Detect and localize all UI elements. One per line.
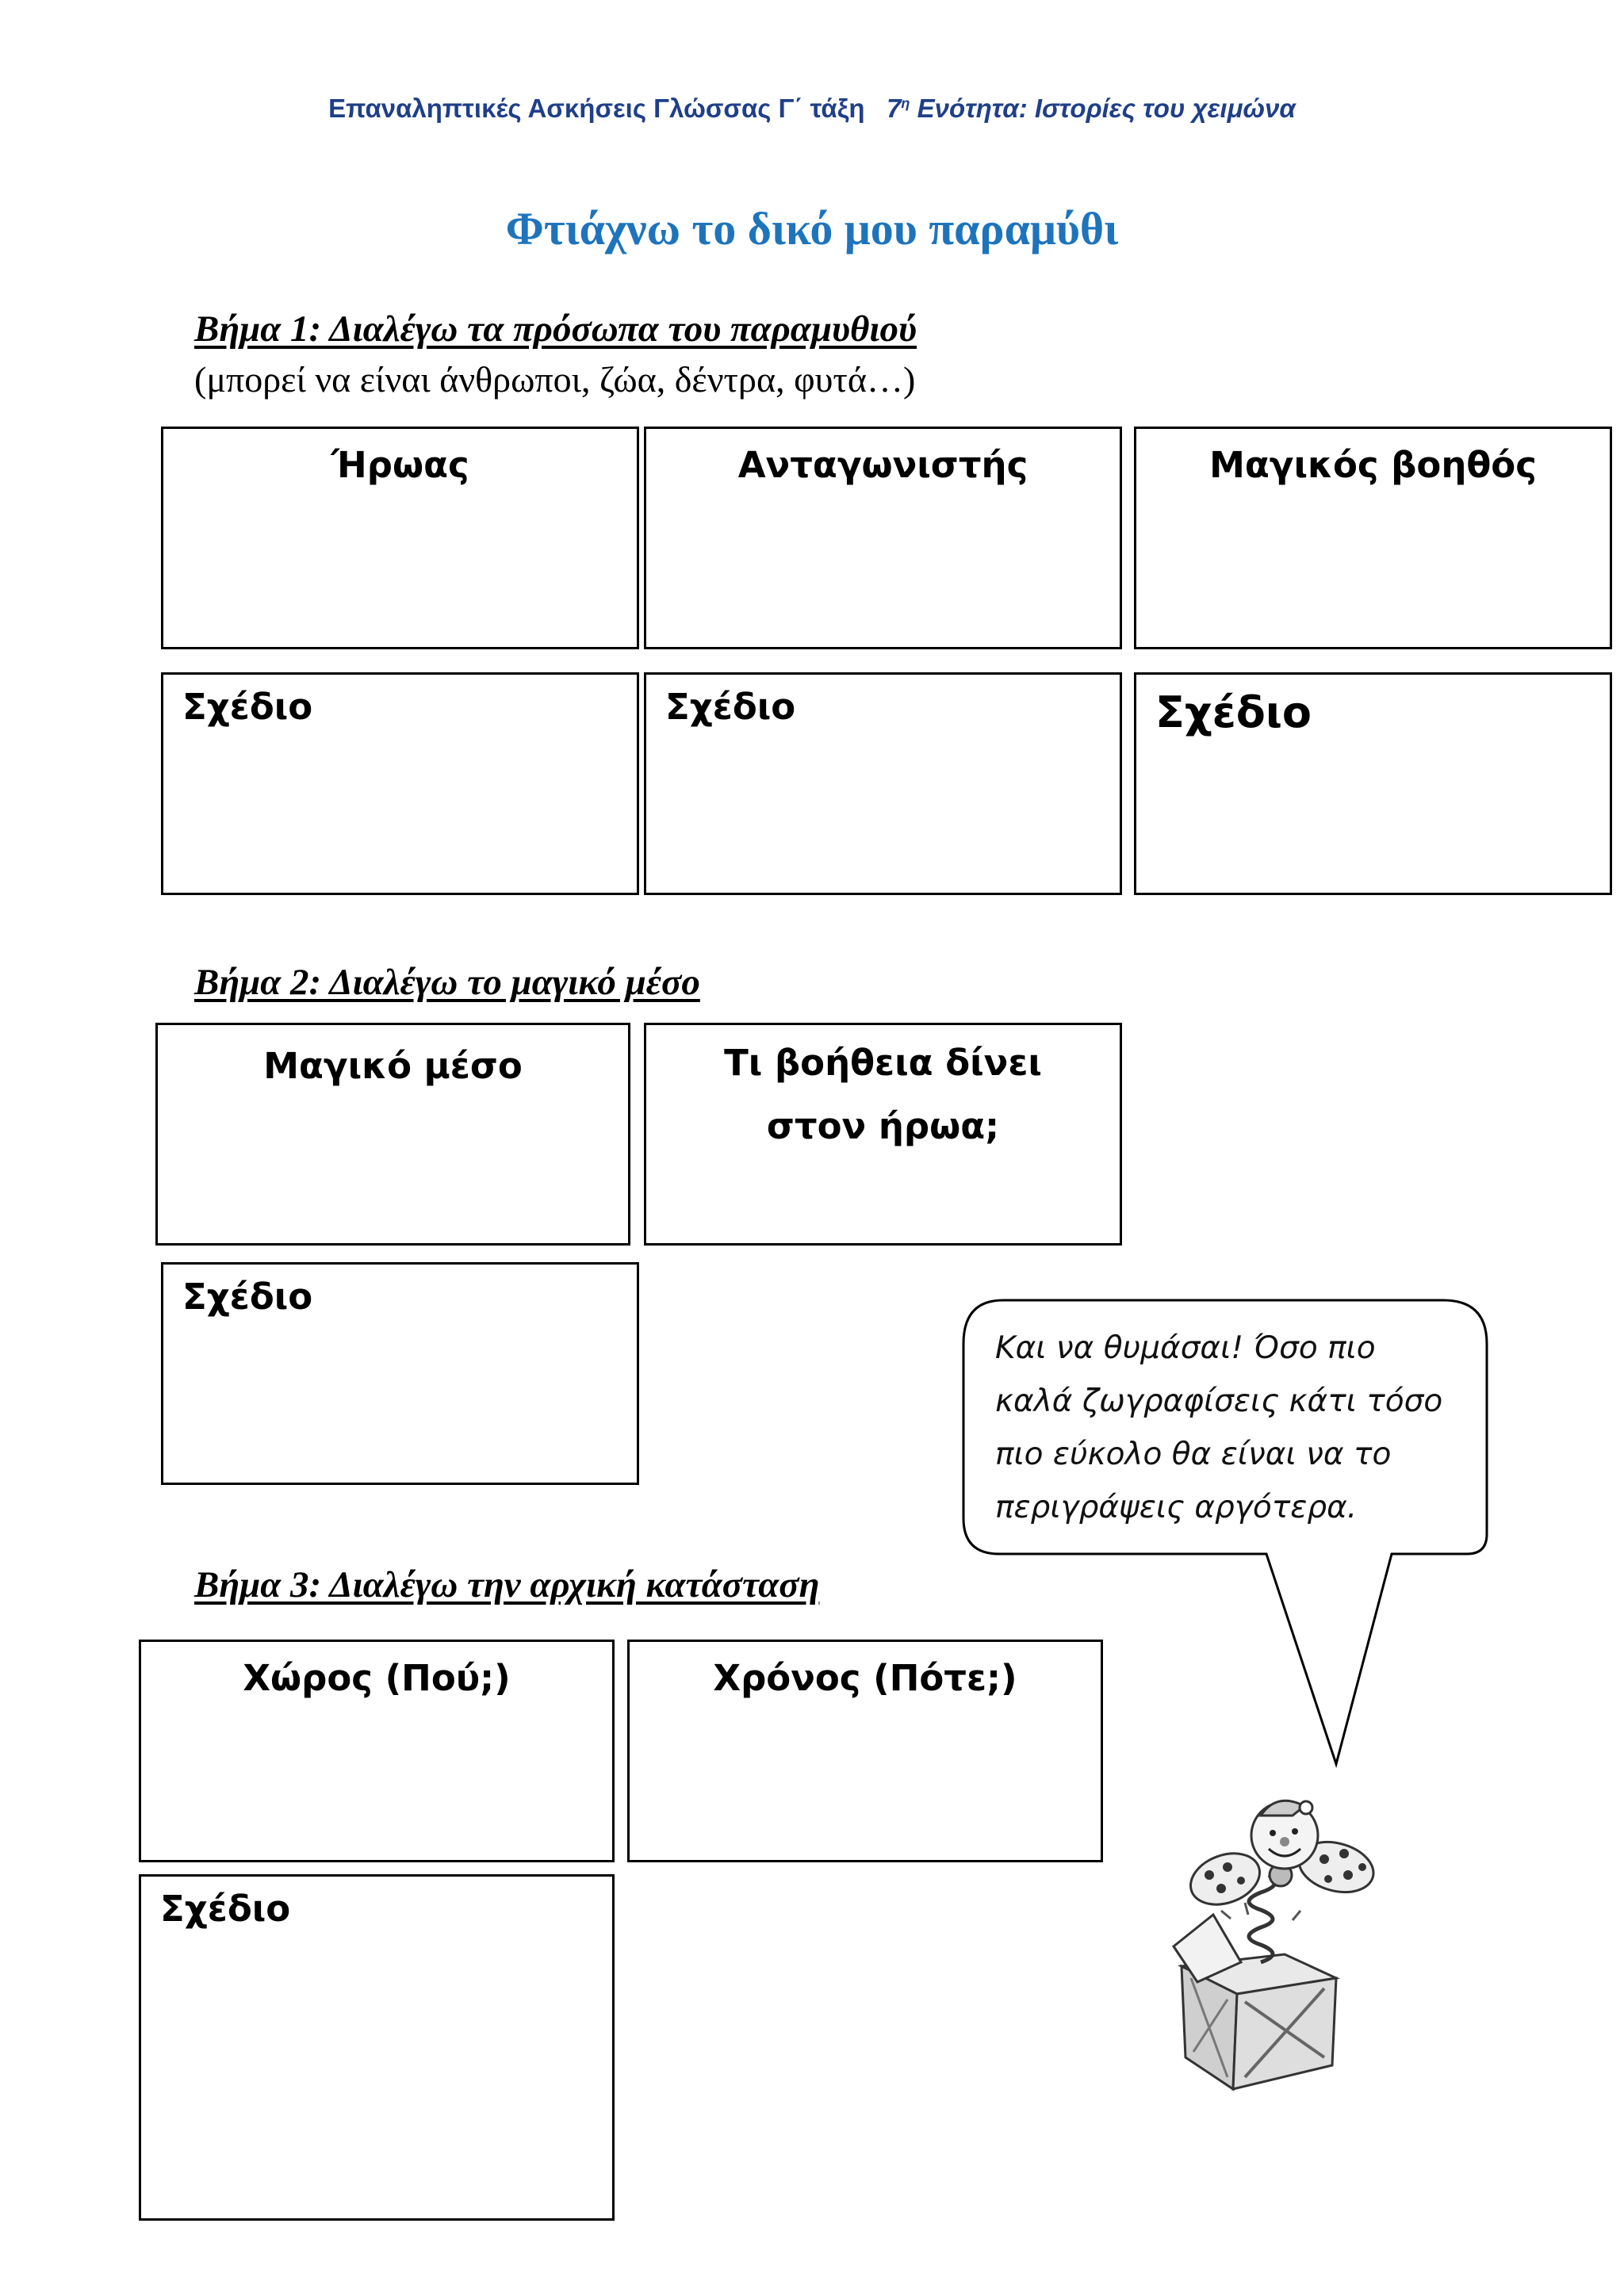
setting-drawing-label: Σχέδιο [160, 1888, 291, 1930]
header-unit-text: Ενότητα: Ιστορίες του χειμώνα [917, 94, 1296, 123]
step3-heading: Βήμα 3: Διαλέγω την αρχική κατάσταση [194, 1564, 820, 1605]
antagonist-label: Ανταγωνιστής [737, 444, 1028, 486]
jack-in-the-box-clown-icon [1166, 1792, 1404, 2101]
page-title: Φτιάχνω το δικό μου παραμύθι [505, 203, 1119, 254]
page-header [0, 94, 1624, 124]
header-unit-superscript: η [901, 95, 910, 111]
magic-helper-drawing-box[interactable] [1134, 672, 1612, 895]
step1-heading: Βήμα 1: Διαλέγω τα πρόσωπα του παραμυθιού [194, 308, 917, 350]
place-box[interactable] [139, 1640, 615, 1862]
header-subject: Επαναληπτικές Ασκήσεις Γλώσσας Γ΄ τάξη [328, 94, 865, 123]
hero-drawing-label: Σχέδιο [182, 686, 313, 728]
header-unit-number: 7 [887, 94, 902, 123]
magic-item-drawing-label: Σχέδιο [182, 1276, 313, 1318]
hero-drawing-box[interactable] [161, 672, 639, 895]
magic-item-drawing-box[interactable] [161, 1262, 639, 1485]
magic-item-box[interactable] [155, 1023, 630, 1246]
help-given-box[interactable] [644, 1023, 1122, 1246]
header-unit [887, 94, 1296, 123]
magic-helper-drawing-label: Σχέδιο [1155, 687, 1312, 737]
place-label: Χώρος (Πού;) [243, 1657, 511, 1699]
magic-helper-box[interactable] [1134, 427, 1612, 649]
antagonist-drawing-box[interactable] [644, 672, 1122, 895]
bubble-line: καλά ζωγραφίσεις κάτι τόσο [995, 1383, 1443, 1419]
bubble-line: πιο εύκολο θα είναι να το [995, 1437, 1392, 1472]
speech-bubble-text [995, 1322, 1442, 1534]
bubble-line: περιγράψεις αργότερα. [995, 1490, 1358, 1525]
antagonist-box[interactable] [644, 427, 1122, 649]
help-given-label: Τι βοήθεια δίνει στον ήρωα; [724, 1042, 1042, 1147]
hero-label: Ήρωας [331, 444, 469, 486]
setting-drawing-box[interactable] [139, 1874, 615, 2221]
bubble-line: Και να θυμάσαι! Όσο πιο [995, 1330, 1376, 1366]
time-box[interactable] [627, 1640, 1103, 1862]
step2-heading: Βήμα 2: Διαλέγω το μαγικό μέσο [194, 962, 700, 1003]
magic-item-label: Μαγικό μέσο [263, 1045, 523, 1087]
antagonist-drawing-label: Σχέδιο [665, 686, 796, 728]
step1-note: (μπορεί να είναι άνθρωποι, ζώα, δέντρα, φυτά…) [194, 359, 916, 400]
magic-helper-label: Μαγικός βοηθός [1209, 444, 1537, 486]
hero-box[interactable] [161, 427, 639, 649]
time-label: Χρόνος (Πότε;) [713, 1657, 1017, 1699]
